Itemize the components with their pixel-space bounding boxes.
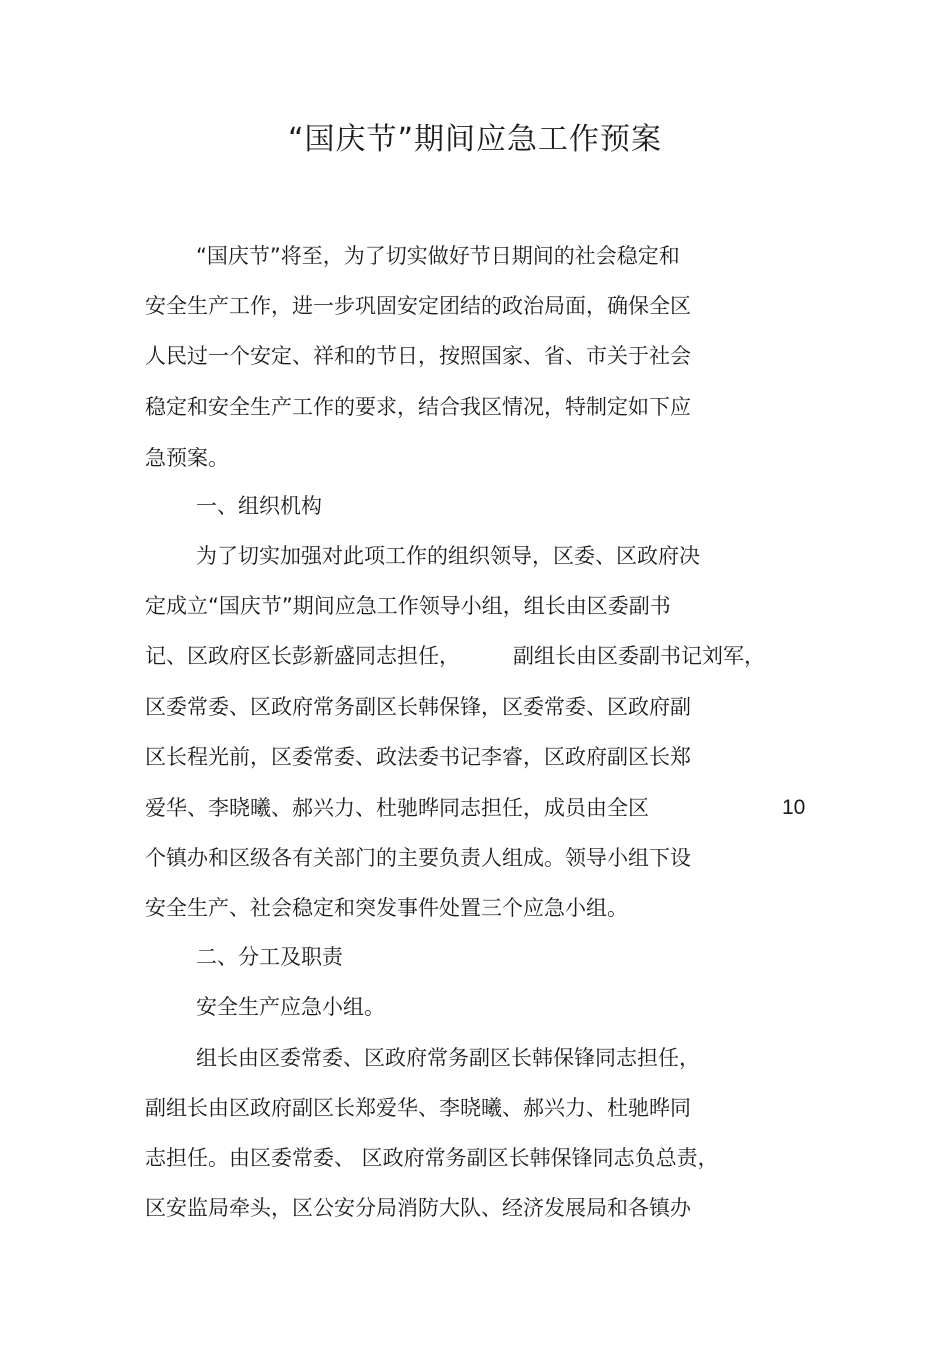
text-line: 爱华、李晓曦、郝兴力、杜驰晔同志担任，成员由全区 [145,796,649,820]
text-line: 副组长由区政府副区长郑爱华、李晓曦、郝兴力、杜驰晔同 [145,1096,691,1120]
text-line: 安全生产工作，进一步巩固安定团结的政治局面，确保全区 [145,294,691,318]
text-line: 稳定和安全生产工作的要求，结合我区情况，特制定如下应 [145,395,691,419]
text-line: 为了切实加强对此项工作的组织领导，区委、区政府决 [196,544,700,568]
section-heading: 二、分工及职责 [196,945,343,969]
text-line: 副组长由区委副书记刘军， [513,644,765,668]
text-line: 组长由区委常委、区政府常务副区长韩保锋同志担任， [196,1046,700,1070]
text-line: 区长程光前，区委常委、政法委书记李睿，区政府副区长郑 [145,745,691,769]
text-line: “国庆节”将至，为了切实做好节日期间的社会稳定和 [196,244,680,268]
text-line: 区安监局牵头，区公安分局消防大队、经济发展局和各镇办 [145,1196,691,1220]
sub-heading: 安全生产应急小组。 [196,995,385,1019]
text-line: 记、区政府区长彭新盛同志担任， [145,644,460,668]
text-line: 个镇办和区级各有关部门的主要负责人组成。领导小组下设 [145,846,691,870]
section-heading: 一、组织机构 [196,494,322,518]
document-title: “国庆节”期间应急工作预案 [287,122,663,157]
text-line: 区委常委、区政府常务副区长韩保锋，区委常委、区政府副 [145,695,691,719]
text-line: 安全生产、社会稳定和突发事件处置三个应急小组。 [145,896,628,920]
text-line: 定成立“国庆节”期间应急工作领导小组，组长由区委副书 [145,594,671,618]
text-line: 志担任。由区委常委、 区政府常务副区长韩保锋同志负总责， [145,1146,719,1170]
text-line: 人民过一个安定、祥和的节日，按照国家、省、市关于社会 [145,344,691,368]
text-line: 急预案。 [145,446,229,470]
page-number: 10 [782,796,806,819]
